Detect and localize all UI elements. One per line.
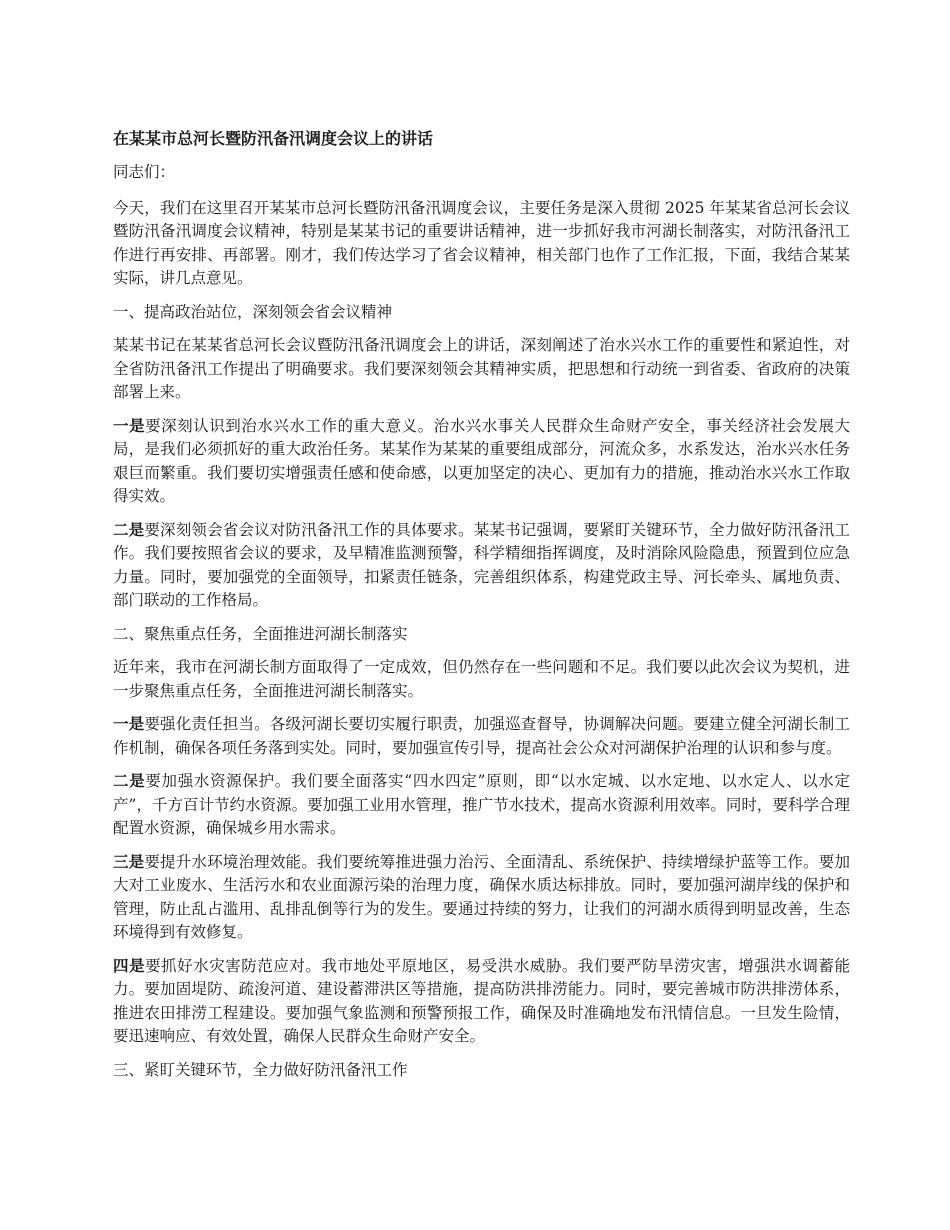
document-title: 在某某市总河长暨防汛备汛调度会议上的讲话 — [113, 129, 434, 148]
section-1-point-1 — [113, 415, 850, 509]
section-2-point-1 — [113, 713, 850, 760]
section-2-heading: 二、聚焦重点任务，全面推进河湖长制落实 — [113, 624, 408, 643]
section-2-body: 近年来，我市在河湖长制方面取得了一定成效，但仍然存在一些问题和不足。我们要以此次会议为契机，进一步聚焦重点任务，全面推进河湖长制落实。 — [113, 658, 850, 700]
section-1-point-2 — [113, 519, 850, 613]
section-2-point-4 — [113, 955, 850, 1049]
point-text: 要深刻认识到治水兴水工作的重大意义。治水兴水事关人民群众生命财产安全，事关经济社会发展大局，是我们必须抓好的重大政治任务。某某作为某某的重要组成部分，河流众多，水系发达，治水兴水任务艰巨而繁重。我们要切实增强责任感和使命感，以更加坚定的决心、更加有力的措施，推动治水兴水工作取得实效。 — [113, 416, 850, 505]
section-3-heading: 三、紧盯关键环节，全力做好防汛备汛工作 — [113, 1060, 408, 1079]
section-2-point-3 — [113, 851, 850, 945]
point-text: 要提升水环境治理效能。我们要统筹推进强力治污、全面清乱、系统保护、持续增绿护蓝等工作。要加大对工业废水、生活污水和农业面源污染的治理力度，确保水质达标排放。同时，要加强河湖岸线的保护和管理，防止乱占滥用、乱排乱倒等行为的发生。要通过持续的努力，让我们的河湖水质得到明显改善，生态环境得到有效修复。 — [113, 852, 850, 941]
section-2-point-2 — [113, 770, 850, 841]
document-page — [113, 127, 850, 1092]
point-lead: 四是 — [113, 956, 146, 975]
point-text: 要强化责任担当。各级河湖长要切实履行职责，加强巡查督导，协调解决问题。要建立健全河湖长制工作机制，确保各项任务落到实处。同时，要加强宣传引导，提高社会公众对河湖保护治理的认识和参与度。 — [113, 715, 850, 757]
section-1-body: 某某书记在某某省总河长会议暨防汛备汛调度会上的讲话，深刻阐述了治水兴水工作的重要性和紧迫性，对全省防汛备汛工作提出了明确要求。我们要深刻领会其精神实质，把思想和行动统一到省委、省政府的决策部署上来。 — [113, 336, 850, 401]
point-lead: 一是 — [113, 416, 146, 435]
point-text: 要抓好水灾害防范应对。我市地处平原地区，易受洪水威胁。我们要严防旱涝灾害，增强洪水调蓄能力。要加固堤防、疏浚河道、建设蓄滞洪区等措施，提高防洪排涝能力。同时，要完善城市防洪排涝体系，推进农田排涝工程建设。要加强气象监测和预警预报工作，确保及时准确地发布汛情信息。一旦发生险情，要迅速响应、有效处置，确保人民群众生命财产安全。 — [113, 956, 850, 1045]
salutation: 同志们： — [113, 163, 176, 181]
point-text: 要深刻领会省会议对防汛备汛工作的具体要求。某某书记强调，要紧盯关键环节，全力做好防汛备汛工作。我们要按照省会议的要求，及早精准监测预警，科学精细指挥调度，及时消除风险隐患，预置到位应急力量。同时，要加强党的全面领导，扣紧责任链条，完善组织体系，构建党政主导、河长牵头、属地负责、部门联动的工作格局。 — [113, 520, 850, 609]
point-lead: 一是 — [113, 715, 145, 733]
point-lead: 二是 — [113, 772, 146, 790]
section-1-heading: 一、提高政治站位，深刻领会省会议精神 — [113, 302, 393, 321]
point-text: 要加强水资源保护。我们要全面落实“四水四定”原则，即“以水定城、以水定地、以水定人、以水定产”，千方百计节约水资源。要加强工业用水管理，推广节水技术，提高水资源利用效率。同时，要科学合理配置水资源，确保城乡用水需求。 — [113, 772, 850, 837]
point-lead: 三是 — [113, 852, 145, 871]
intro-paragraph: 今天，我们在这里召开某某市总河长暨防汛备汛调度会议，主要任务是深入贯彻 2025 年某某省总河长会议暨防汛备汛调度会议精神，特别是某某书记的重要讲话精神，进一步抓好我市河湖长制落实，对防汛备汛工作进行再安排、再部署。刚才，我们传达学习了省会议精神，相关部门也作了工作汇报，下面，我结合某某实际，讲几点意见。 — [113, 198, 850, 287]
point-lead: 二是 — [113, 520, 145, 539]
